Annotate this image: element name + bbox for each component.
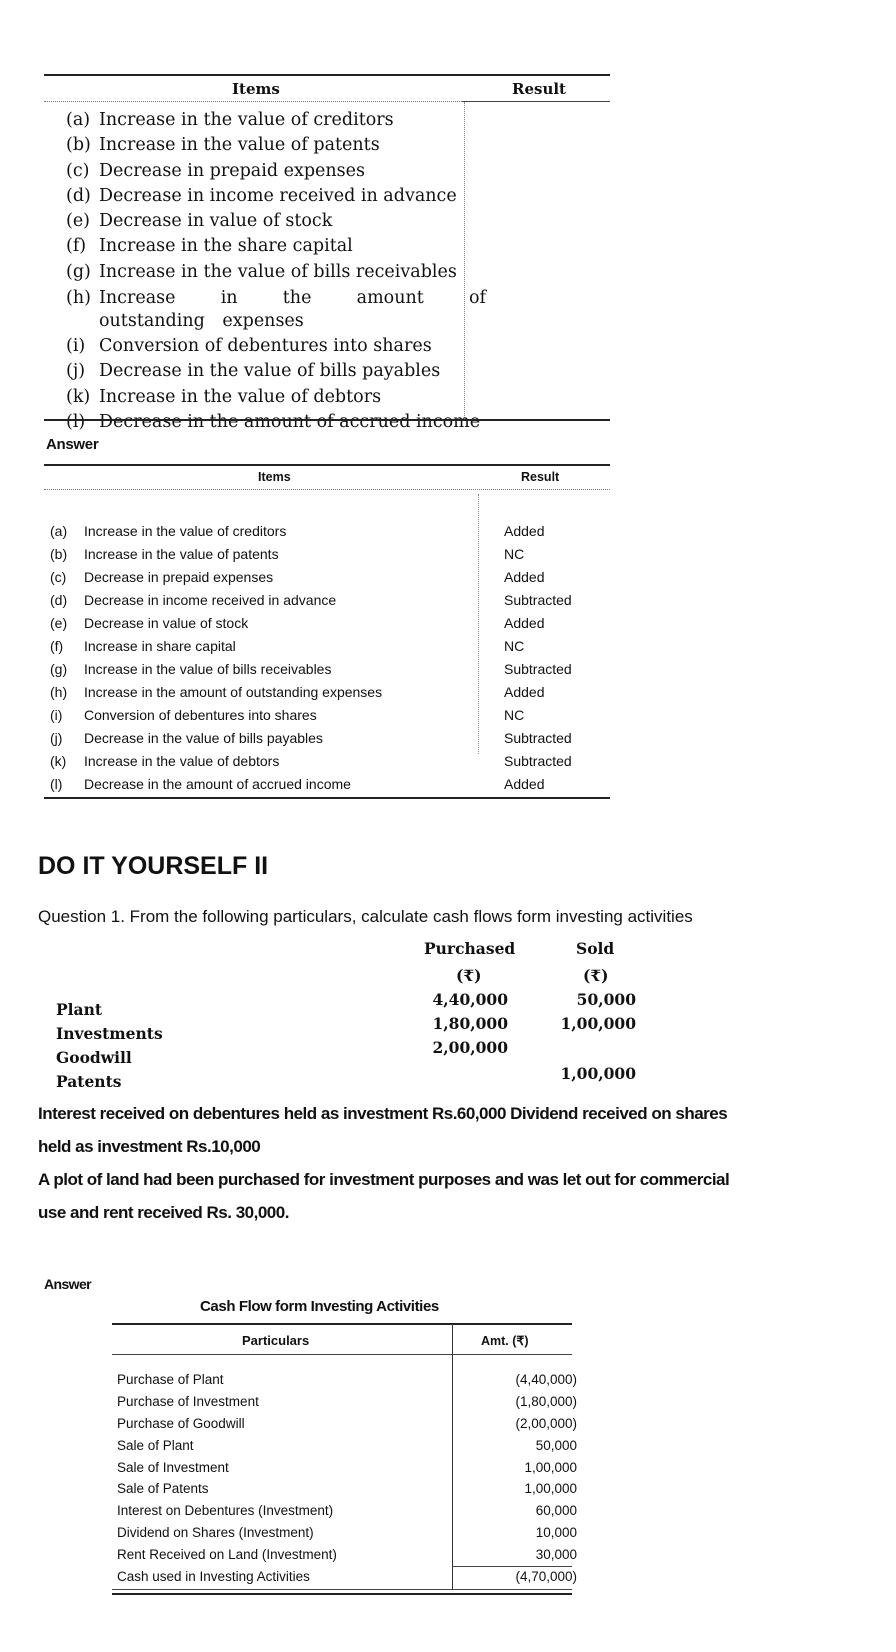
list-item: (a) Increase in the value of creditors — [66, 110, 394, 130]
currency-sold: (₹) — [583, 966, 609, 985]
particular-name: Investments — [56, 1024, 163, 1043]
table-row: Sale of Investment 1,00,000 — [117, 1459, 577, 1475]
note-line: held as investment Rs.10,000 — [38, 1137, 261, 1156]
table-title: Cash Flow form Investing Activities — [200, 1298, 439, 1315]
table-row: Sale of Patents 1,00,000 — [117, 1481, 577, 1497]
sold-value: 1,00,000 — [560, 1014, 636, 1033]
answer-rows — [50, 520, 610, 796]
list-item: (d) Decrease in income received in advance — [66, 185, 457, 206]
particular-name: Patents — [56, 1072, 122, 1091]
table-row: (c) Decrease in prepaid expenses Added — [50, 569, 545, 585]
header-result: Result — [512, 80, 566, 98]
header-particulars: Particulars — [242, 1333, 310, 1348]
answer-heading: Answer — [46, 436, 99, 453]
list-item: (e) Decrease in value of stock — [66, 211, 333, 232]
table-row: Purchase of Plant (4,40,000) — [117, 1372, 577, 1387]
currency-purchased: (₹) — [456, 966, 482, 985]
header-items: Items — [232, 80, 280, 98]
table-row: Rent Received on Land (Investment) 30,000 — [117, 1547, 577, 1563]
note-line: Interest received on debentures held as investment Rs.60,000 Dividend received on shares — [38, 1104, 728, 1123]
table-bottom-rule — [112, 1589, 572, 1590]
question-text: Question 1. From the following particulars, calculate cash flows form investing activities — [38, 907, 693, 926]
cash-flow-rows — [117, 1369, 577, 1588]
total-row: Cash used in Investing Activities (4,70,000) — [117, 1569, 577, 1585]
purchased-value: 1,80,000 — [432, 1014, 508, 1033]
table-row: Sale of Plant 50,000 — [117, 1437, 577, 1453]
table-row: (d) Decrease in income received in advance Subtracted — [50, 592, 572, 608]
column-purchased: Purchased — [424, 939, 516, 958]
header-items: Items — [258, 470, 291, 484]
section-title: DO IT YOURSELF II — [38, 852, 269, 880]
list-item: (f) Increase in the share capital — [66, 236, 353, 257]
header-divider — [44, 489, 610, 490]
table-row: Purchase of Investment (1,80,000) — [117, 1393, 577, 1409]
table-row: (k) Increase in the value of debtors Subtracted — [50, 753, 572, 769]
list-item: (j) Decrease in the value of bills payables — [66, 361, 441, 382]
table-bottom-double-rule — [112, 1593, 572, 1595]
table-row: (h) Increase in the amount of outstanding expenses Added — [50, 684, 545, 700]
list-item: (g) Increase in the value of bills receivables — [66, 261, 457, 282]
note-line: A plot of land had been purchased for investment purposes and was let out for commercial — [38, 1170, 730, 1189]
particular-name: Goodwill — [56, 1048, 132, 1067]
table-row: (g) Increase in the value of bills receivables Subtracted — [50, 661, 572, 677]
purchased-value: 2,00,000 — [432, 1038, 508, 1057]
header-divider — [44, 101, 462, 102]
note-line: use and rent received Rs. 30,000. — [38, 1203, 289, 1222]
table-row: (e) Decrease in value of stock Added — [50, 615, 545, 631]
purchased-value: 4,40,000 — [432, 990, 508, 1009]
table-row: Interest on Debentures (Investment) 60,000 — [117, 1503, 577, 1519]
header-divider — [112, 1354, 572, 1355]
list-item: (k) Increase in the value of debtors — [66, 386, 382, 407]
list-item: (i) Conversion of debentures into shares — [66, 336, 432, 357]
table-top-rule — [44, 74, 610, 76]
list-item: (c) Decrease in prepaid expenses — [66, 160, 365, 181]
header-divider-result — [462, 101, 610, 102]
table-row: (f) Increase in share capital NC — [50, 638, 525, 654]
table-row: (l) Decrease in the amount of accrued income Added — [50, 776, 545, 792]
answer-heading: Answer — [44, 1276, 91, 1292]
header-result: Result — [521, 470, 560, 484]
list-item: (l) Decrease in the amount of accrued income — [66, 411, 481, 432]
table-bottom-rule — [44, 797, 610, 799]
header-amount: Amt. (₹) — [481, 1334, 529, 1348]
table-row: Dividend on Shares (Investment) 10,000 — [117, 1525, 577, 1541]
items-list — [66, 108, 486, 435]
sold-value: 50,000 — [576, 990, 636, 1009]
table-top-rule — [44, 464, 610, 466]
column-sold: Sold — [576, 939, 615, 958]
table-row: Purchase of Goodwill (2,00,000) — [117, 1415, 577, 1431]
table-row: (b) Increase in the value of patents NC — [50, 546, 525, 562]
table-bottom-rule — [44, 419, 610, 421]
table-row: (j) Decrease in the value of bills payables Subtracted — [50, 730, 572, 746]
table-row: (a) Increase in the value of creditors Added — [50, 523, 545, 539]
subtotal-rule — [452, 1566, 572, 1567]
particular-name: Plant — [56, 1000, 103, 1019]
list-item: (b) Increase in the value of patents — [66, 135, 380, 156]
sold-value: 1,00,000 — [560, 1064, 636, 1083]
table-top-rule — [112, 1323, 572, 1325]
table-row: (i) Conversion of debentures into shares NC — [50, 707, 525, 723]
list-item: (h) Increase in the amount of outstanding expenses — [66, 288, 486, 332]
